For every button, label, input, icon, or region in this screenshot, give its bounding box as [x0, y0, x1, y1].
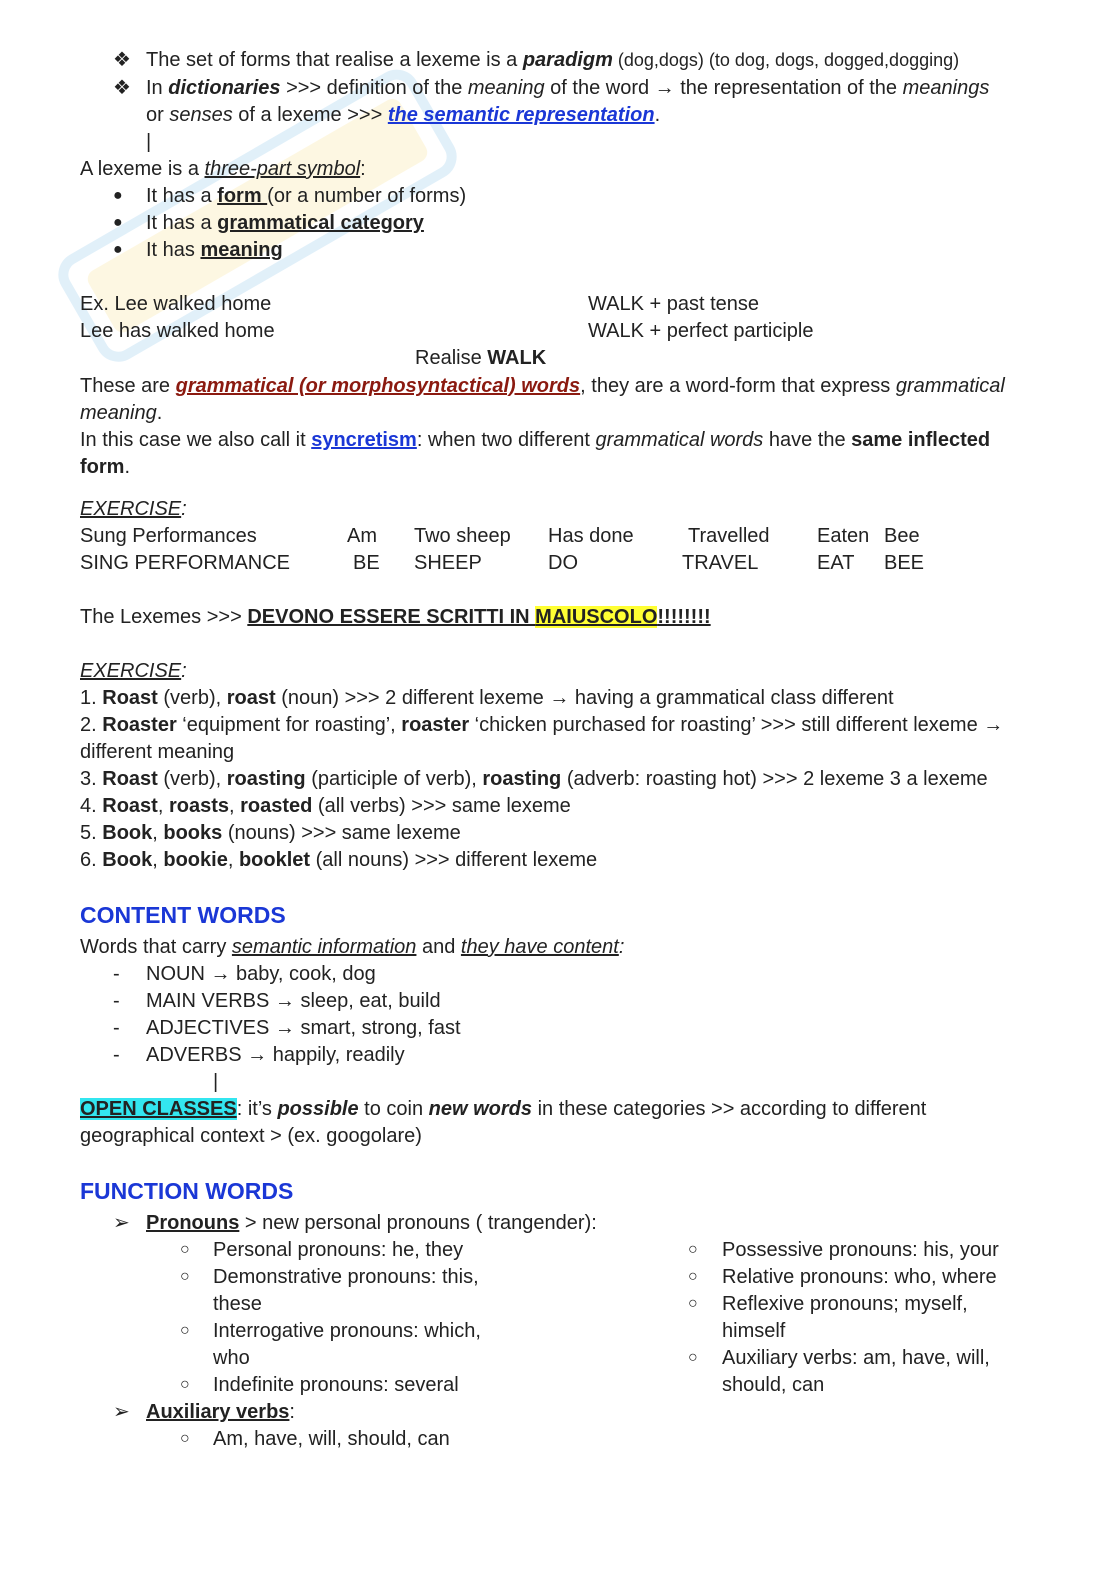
text: :: [618, 936, 625, 958]
exercise-item-2: [80, 712, 1003, 738]
pronouns-line: [146, 1210, 597, 1236]
walk-example-right-1: WALK + past tense: [588, 293, 760, 315]
term-grammatical-words: grammatical (or morphosyntactical) words: [175, 375, 581, 397]
dot-bullet-icon: ●: [113, 214, 123, 231]
text: (nouns) >>> same lexeme: [222, 822, 461, 844]
exercise-item-3: [80, 766, 988, 792]
text: 4.: [80, 795, 103, 817]
syncretism-line-2: [80, 454, 130, 480]
text: roasts: [168, 795, 229, 817]
dash-bullet: -: [113, 1017, 120, 1039]
text: same inflected: [851, 429, 991, 451]
list-item: Relative pronouns: who, where: [722, 1266, 997, 1288]
text: (all nouns) >>> different lexeme: [310, 849, 598, 871]
list-item-cont: who: [213, 1347, 250, 1369]
list-item: [146, 210, 424, 236]
function-words-heading: FUNCTION WORDS: [80, 1178, 294, 1204]
text: grammatical words: [595, 429, 764, 451]
lexemes-note: [80, 604, 711, 630]
dot-bullet-icon: ●: [113, 187, 123, 204]
text: booklet: [238, 849, 311, 871]
text: (adverb: roasting hot) >>> 2 lexeme 3 a lexeme: [561, 768, 988, 790]
exercise-item-6: [80, 847, 597, 873]
text: EXERCISE: [80, 498, 182, 520]
auxiliary-verbs-line: [146, 1399, 295, 1425]
text: (or a number of forms): [267, 185, 467, 207]
text: Roaster: [102, 714, 177, 736]
diamond-bullet-icon: ❖: [113, 77, 131, 99]
exercise-cell: SING PERFORMANCE: [80, 552, 291, 574]
text: (all verbs) >>> same lexeme: [312, 795, 571, 817]
text: they have content: [460, 936, 619, 958]
realise-walk: [415, 345, 546, 371]
list-item: Possessive pronouns: his, your: [722, 1239, 999, 1261]
syncretism-link[interactable]: syncretism: [311, 429, 417, 451]
content-words-description: [80, 934, 624, 960]
circle-bullet-icon: ○: [180, 1322, 190, 1339]
text: , they are a word-form that express: [580, 375, 896, 397]
text: ‘chicken purchased for roasting’ >>> still different lexeme →: [469, 714, 1004, 736]
exercise-item-1: [80, 685, 894, 711]
text: :: [181, 498, 187, 520]
text: Book: [102, 822, 153, 844]
text: Roast: [102, 795, 158, 817]
circle-bullet-icon: ○: [688, 1349, 698, 1366]
text: It has: [146, 239, 201, 261]
text: Realise: [415, 347, 488, 369]
dash-bullet: -: [113, 990, 120, 1012]
arrow-bullet-icon: ➢: [113, 1212, 130, 1234]
text: meaning: [80, 402, 157, 424]
paradigm-line: [146, 47, 959, 73]
list-item: Auxiliary verbs: am, have, will,: [722, 1347, 990, 1369]
text: !!!!!!!!: [657, 606, 711, 628]
text: meanings: [902, 77, 990, 99]
text: >>> definition of the: [280, 77, 468, 99]
text: Roast: [102, 687, 158, 709]
dash-bullet: -: [113, 963, 120, 985]
text: A lexeme is a: [80, 158, 205, 180]
text: roaster: [401, 714, 470, 736]
text: 3.: [80, 768, 103, 790]
text: Roast: [102, 768, 158, 790]
list-item: Indefinite pronouns: several: [213, 1374, 459, 1396]
text: ,: [228, 795, 241, 817]
text: :: [289, 1401, 295, 1423]
text: of a lexeme >>>: [232, 104, 388, 126]
text: 1.: [80, 687, 103, 709]
list-item: [146, 237, 283, 263]
walk-example-right-2: WALK + perfect participle: [588, 320, 814, 342]
list-item-cont: should, can: [722, 1374, 825, 1396]
circle-bullet-icon: ○: [688, 1268, 698, 1285]
grammatical-words-line-2: [80, 400, 162, 426]
arrow-bullet-icon: ➢: [113, 1401, 130, 1423]
text: : it’s: [236, 1098, 278, 1120]
list-item: Reflexive pronouns; myself,: [722, 1293, 968, 1315]
text: The Lexemes >>>: [80, 606, 248, 628]
text: or: [146, 104, 170, 126]
text: roasted: [240, 795, 313, 817]
exercise-cell: SHEEP: [414, 552, 482, 574]
text: In this case we also call it: [80, 429, 312, 451]
text: in these categories >> according to different: [532, 1098, 927, 1120]
text: roast: [226, 687, 276, 709]
exercise-cell: BEE: [884, 552, 925, 574]
text: have the: [763, 429, 852, 451]
term-grammatical-category: grammatical category: [217, 212, 424, 234]
circle-bullet-icon: ○: [180, 1430, 190, 1447]
list-item: Interrogative pronouns: which,: [213, 1320, 481, 1342]
text: (dog,dogs) (to dog, dogs, dogged,dogging): [612, 50, 960, 70]
text: ,: [157, 795, 169, 817]
text: semantic information: [231, 936, 417, 958]
text: of the word → the representation of the: [544, 77, 903, 99]
text: meaning: [467, 77, 545, 99]
text: new words: [428, 1098, 533, 1120]
text: WALK: [487, 347, 547, 369]
circle-bullet-icon: ○: [688, 1295, 698, 1312]
list-item: [146, 183, 466, 209]
dash-bullet: -: [113, 1044, 120, 1066]
open-classes-line-1: [80, 1096, 926, 1122]
list-item: ADVERBS → happily, readily: [146, 1044, 405, 1066]
list-item: NOUN → baby, cook, dog: [146, 963, 376, 985]
exercise-cell: Two sheep: [414, 525, 511, 547]
dictionaries-line-1: [146, 75, 989, 101]
text: .: [654, 104, 661, 126]
text: (noun) >>> 2 different lexeme → having a grammatical class different: [275, 687, 894, 709]
pipe-mark: |: [213, 1071, 219, 1093]
three-part-heading: [80, 156, 366, 182]
exercise-2-label: [80, 658, 187, 684]
exercise-cell: Has done: [548, 525, 634, 547]
text: .: [156, 402, 163, 424]
text: 5.: [80, 822, 103, 844]
text: grammatical: [895, 375, 1005, 397]
term-dictionaries: dictionaries: [168, 77, 281, 99]
exercise-item-5: [80, 820, 461, 846]
dictionaries-line-2: [146, 102, 660, 128]
text: 6.: [80, 849, 103, 871]
text: In: [146, 77, 169, 99]
text: ,: [152, 849, 164, 871]
text: It has a: [146, 212, 218, 234]
text: form: [80, 456, 125, 478]
text: senses: [169, 104, 233, 126]
content-words-heading: CONTENT WORDS: [80, 902, 286, 928]
list-item: Demonstrative pronouns: this,: [213, 1266, 479, 1288]
term-meaning: meaning: [200, 239, 283, 261]
text: The set of forms that realise a lexeme is a: [146, 49, 523, 71]
highlight-maiuscolo: MAIUSCOLO: [535, 606, 658, 628]
text: :: [181, 660, 187, 682]
list-item: Personal pronouns: he, they: [213, 1239, 464, 1261]
open-classes-line-2: geographical context > (ex. googolare): [80, 1125, 422, 1147]
exercise-cell: Sung Performances: [80, 525, 257, 547]
text: (verb),: [157, 768, 227, 790]
text: books: [163, 822, 223, 844]
list-item: MAIN VERBS → sleep, eat, build: [146, 990, 441, 1012]
text: roasting: [226, 768, 306, 790]
exercise-cell: Am: [347, 525, 377, 547]
text: to coin: [358, 1098, 429, 1120]
list-item: ADJECTIVES → smart, strong, fast: [146, 1017, 461, 1039]
text: possible: [277, 1098, 359, 1120]
text: and: [416, 936, 461, 958]
text: 2.: [80, 714, 103, 736]
exercise-cell: EAT: [817, 552, 855, 574]
exercise-cell: BE: [353, 552, 380, 574]
dot-bullet-icon: ●: [113, 241, 123, 258]
diamond-bullet-icon: ❖: [113, 49, 131, 71]
text: ‘equipment for roasting’,: [176, 714, 402, 736]
exercise-cell: Bee: [884, 525, 920, 547]
circle-bullet-icon: ○: [180, 1376, 190, 1393]
text: > new personal pronouns ( trangender):: [239, 1212, 597, 1234]
list-item: Am, have, will, should, can: [213, 1428, 450, 1450]
circle-bullet-icon: ○: [180, 1241, 190, 1258]
exercise-cell: TRAVEL: [682, 552, 759, 574]
term-form: form: [217, 185, 268, 207]
syncretism-line-1: [80, 427, 990, 453]
text: These are: [80, 375, 176, 397]
circle-bullet-icon: ○: [688, 1241, 698, 1258]
text: EXERCISE: [80, 660, 182, 682]
text: .: [124, 456, 131, 478]
text: It has a: [146, 185, 218, 207]
semantic-representation-link[interactable]: the semantic representation: [387, 104, 655, 126]
walk-example-left-2: Lee has walked home: [80, 320, 275, 342]
exercise-cell: Eaten: [817, 525, 870, 547]
highlight-open-classes: OPEN CLASSES: [80, 1098, 237, 1120]
exercise-cell: DO: [548, 552, 578, 574]
text: bookie: [163, 849, 228, 871]
term-auxiliary-verbs: Auxiliary verbs: [146, 1401, 290, 1423]
text: ,: [152, 822, 164, 844]
walk-example-left-1: Ex. Lee walked home: [80, 293, 272, 315]
term-three-part-symbol: three-part symbol: [204, 158, 361, 180]
text: roasting: [482, 768, 562, 790]
exercise-item-2-cont: different meaning: [80, 741, 235, 763]
exercise-cell: Travelled: [688, 525, 770, 547]
grammatical-words-line-1: [80, 373, 1005, 399]
text: (verb),: [157, 687, 227, 709]
text: Words that carry: [80, 936, 232, 958]
text: ,: [227, 849, 239, 871]
pipe-mark: |: [146, 131, 152, 153]
list-item-cont: himself: [722, 1320, 786, 1342]
text: Book: [102, 849, 153, 871]
term-pronouns: Pronouns: [146, 1212, 240, 1234]
text: DEVONO ESSERE SCRITTI IN: [247, 606, 536, 628]
list-item-cont: these: [213, 1293, 262, 1315]
circle-bullet-icon: ○: [180, 1268, 190, 1285]
text: : when two different: [416, 429, 596, 451]
term-paradigm: paradigm: [522, 49, 613, 71]
text: (participle of verb),: [305, 768, 483, 790]
text: :: [360, 158, 366, 180]
exercise-item-4: [80, 793, 571, 819]
exercise-1-label: [80, 496, 187, 522]
